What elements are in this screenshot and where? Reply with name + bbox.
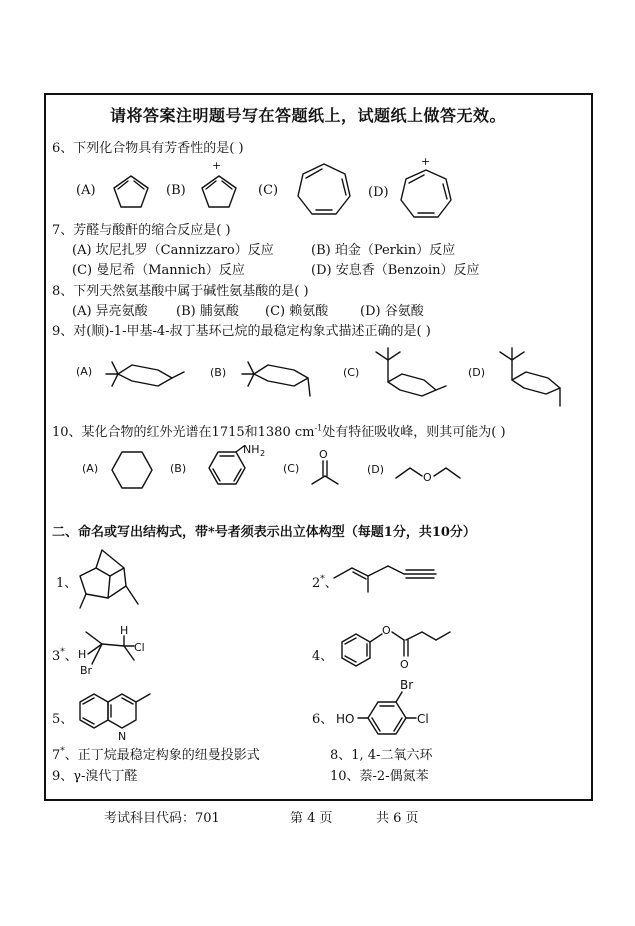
item-3-star: * (60, 647, 65, 658)
footer-total: 共 6 页 (376, 811, 419, 826)
q6-option-c: (C) (258, 183, 279, 198)
tropylium-cation-structure (396, 156, 456, 222)
item-7-text: 、正丁烷最稳定构象的纽曼投影式 (64, 748, 260, 763)
item-2-number-text: 2 (312, 576, 321, 591)
item-3-cl-label: Cl (134, 641, 145, 654)
q6-b-charge: + (212, 159, 222, 172)
q7-option-c: (C) 曼尼希（Mannich）反应 (72, 263, 245, 278)
q10-text-post: 处有特征吸收峰，则其可能为( ) (322, 425, 506, 440)
q10-option-a: (A) (82, 462, 99, 475)
cyclopentadiene-structure (108, 172, 154, 212)
q8-option-c: (C) 赖氨酸 (265, 304, 329, 319)
quinoline-structure-5 (70, 682, 180, 742)
item-3-h1-label: H (78, 648, 87, 661)
item-2-star: * (320, 574, 325, 585)
quinoline-n-label: N (118, 730, 127, 743)
aniline-structure (196, 444, 276, 494)
chair-conformation-a (96, 350, 196, 396)
q9-option-a: (A) (76, 365, 93, 378)
aniline-nh-label: NH (243, 443, 260, 456)
question-6: 6、下列化合物具有芳香性的是( ) (52, 141, 244, 156)
acetone-structure (304, 448, 348, 492)
bicyclic-structure-1 (72, 546, 162, 612)
phenol-structure-6 (336, 678, 456, 742)
phenol-cl-label: Cl (417, 712, 429, 726)
q8-option-a: (A) 异亮氨酸 (72, 304, 148, 319)
q7-option-d: (D) 安息香（Benzoin）反应 (311, 263, 480, 278)
q10-option-c: (C) (283, 462, 300, 475)
item-5-number: 5、 (52, 712, 74, 727)
item-3-br-label: Br (80, 664, 93, 677)
q7-option-b: (B) 珀金（Perkin）反应 (311, 243, 456, 258)
item-3-comma: 、 (64, 649, 78, 664)
diethyl-ether-structure (392, 456, 472, 490)
ether-o-label: O (423, 471, 432, 484)
item-7-star: * (60, 746, 65, 757)
question-8: 8、下列天然氨基酸中属于碱性氨基酸的是( ) (52, 284, 309, 299)
acetone-o-label: O (319, 448, 328, 461)
chair-conformation-c (362, 342, 456, 408)
ester-structure-4 (326, 618, 476, 678)
enyne-structure-2 (330, 556, 450, 596)
q6-d-charge: + (421, 155, 431, 168)
cyclohexane-structure (108, 448, 156, 492)
question-9: 9、对(顺)-1-甲基-4-叔丁基环己烷的最稳定构象式描述正确的是( ) (52, 324, 431, 339)
aniline-nh2-subscript: 2 (260, 449, 266, 458)
q10-option-d: (D) (367, 463, 385, 476)
item-7-number: 7 (52, 748, 61, 763)
chair-conformation-d (492, 342, 582, 414)
q8-option-d: (D) 谷氨酸 (360, 304, 424, 319)
q10-option-b: (B) (170, 462, 187, 475)
cycloheptatriene-structure (292, 160, 356, 220)
q7-option-a: (A) 坎尼扎罗（Cannizzaro）反应 (72, 243, 274, 258)
item-3-h2-label: H (120, 624, 129, 637)
item-8: 8、1, 4-二氧六环 (330, 748, 433, 763)
phenol-ho-label: HO (336, 712, 355, 726)
q9-option-c: (C) (343, 366, 360, 379)
question-7: 7、芳醛与酸酐的缩合反应是( ) (52, 223, 231, 238)
exam-header: 请将答案注明题号写在答题纸上，试题纸上做答无效。 (110, 106, 507, 125)
q9-option-d: (D) (468, 366, 486, 379)
item-3-number-text: 3 (52, 649, 61, 664)
phenol-br-label: Br (400, 678, 414, 692)
item-4-number: 4、 (312, 649, 334, 664)
q6-option-b: (B) (166, 183, 186, 198)
item-3-number (52, 645, 78, 664)
section-2-title: 二、命名或写出结构式，带*号者须表示出立体构型（每题1分，共10分） (52, 525, 476, 540)
stereo-structure-3 (76, 622, 166, 682)
item-2-comma: 、 (324, 576, 338, 591)
q6-option-d: (D) (368, 185, 389, 200)
item-6-number: 6、 (312, 712, 334, 727)
question-10 (52, 421, 506, 440)
q8-option-b: (B) 脯氨酸 (176, 304, 239, 319)
q10-text-pre: 10、某化合物的红外光谱在1715和1380 cm (52, 425, 315, 440)
ester-carbonyl-o-label: O (400, 658, 409, 671)
q10-text-sup: -1 (314, 423, 323, 433)
ester-o-label: O (382, 624, 391, 637)
chair-conformation-b (232, 350, 332, 402)
item-9: 9、γ-溴代丁醛 (52, 769, 138, 784)
q6-option-a: (A) (76, 183, 96, 198)
footer-subject-code: 考试科目代码：701 (104, 811, 220, 826)
item-10: 10、萘-2-偶氮苯 (330, 769, 429, 784)
cyclopentadienyl-cation-structure (196, 160, 242, 214)
footer-page: 第 4 页 (290, 811, 333, 826)
q9-option-b: (B) (210, 366, 227, 379)
item-7 (52, 744, 260, 763)
item-1-number: 1、 (56, 576, 78, 591)
